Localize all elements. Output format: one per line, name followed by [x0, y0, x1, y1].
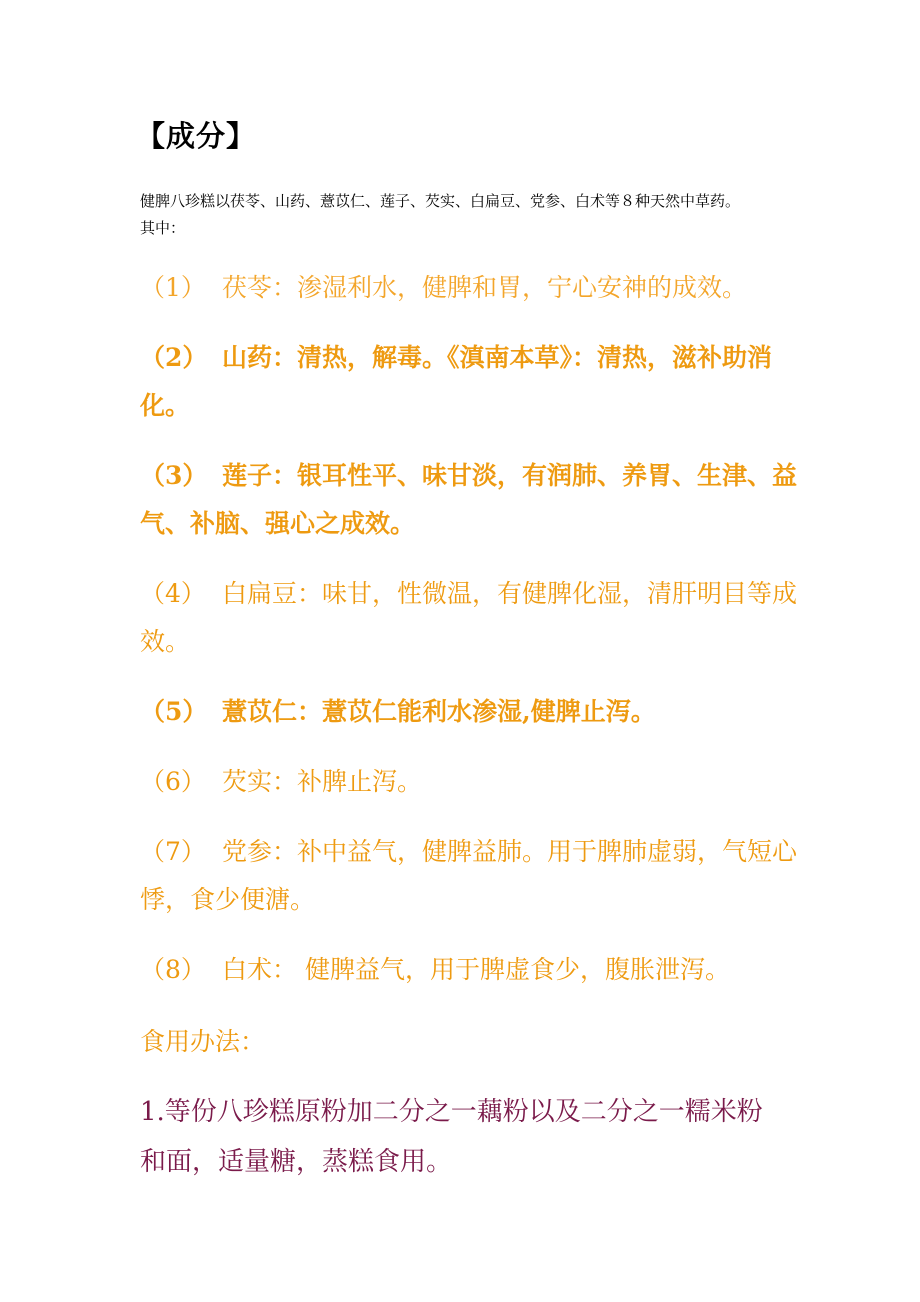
item-number: （8）	[140, 955, 206, 984]
intro-line-2: 其中：	[140, 219, 186, 237]
item-number: （1）	[140, 273, 206, 302]
intro-line-1: 健脾八珍糕以茯苓、山药、薏苡仁、莲子、芡实、白扁豆、党参、白术等８种天然中草药。	[140, 192, 741, 210]
item-text: 莲子：银耳性平、味甘淡，有润肺、养胃、生津、益气、补脑、强心之成效。	[140, 461, 798, 538]
item-text: 白术： 健脾益气，用于脾虚食少，腹胀泄泻。	[222, 955, 730, 984]
item-text: 白扁豆：味甘，性微温，有健脾化湿，清肝明目等成效。	[140, 579, 798, 656]
item-text: 茯苓：渗湿利水，健脾和胃，宁心安神的成效。	[222, 273, 748, 302]
item-text: 芡实：补脾止泻。	[222, 767, 423, 796]
section-heading: 【成分】	[136, 119, 257, 153]
item-text: 薏苡仁：薏苡仁能利水渗湿,健脾止泻。	[222, 697, 656, 726]
item-number: （2）	[140, 343, 208, 372]
ingredient-item-5	[140, 688, 800, 736]
item-number: （7）	[140, 837, 206, 866]
item-text: 山药：清热，解毒。《滇南本草》：清热，滋补助消化。	[140, 343, 773, 420]
ingredient-item-4	[140, 570, 800, 666]
ingredient-item-1	[140, 264, 800, 312]
item-number: （5）	[140, 697, 208, 726]
item-number: （4）	[140, 579, 206, 608]
ingredient-item-3	[140, 452, 800, 548]
ingredient-item-6	[140, 758, 800, 806]
ingredient-item-8	[140, 946, 800, 994]
ingredient-item-2	[140, 334, 800, 430]
item-number: （6）	[140, 767, 206, 796]
item-number: （3）	[140, 461, 208, 490]
intro-paragraph	[140, 188, 800, 242]
method-paragraph: 1.等份八珍糕原粉加二分之一藕粉以及二分之一糯米粉和面，适量糖，蒸糕食用。	[140, 1097, 763, 1177]
item-text: 党参：补中益气，健脾益肺。用于脾肺虚弱，气短心悸，食少便溏。	[140, 837, 798, 914]
ingredient-item-7	[140, 828, 800, 924]
usage-title: 食用办法：	[140, 1027, 266, 1056]
